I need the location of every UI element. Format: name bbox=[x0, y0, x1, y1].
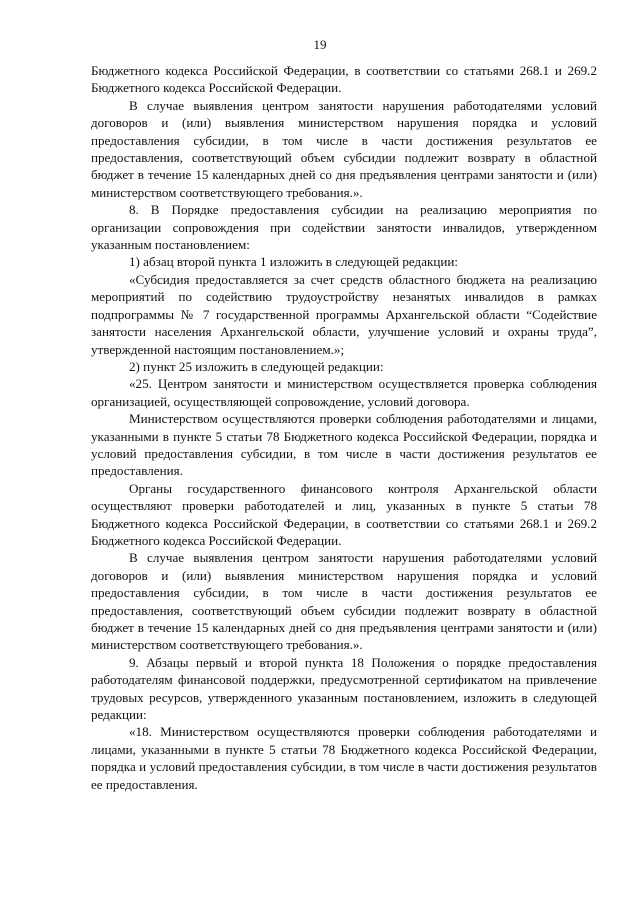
paragraph: В случае выявления центром занятости нарушения работодателями условий договоров и (или) выявления министерством нарушения порядка и условий предоставления субсидии, в том числе в части достижения результатов ее предоставления, соответствующий объем субсидии подлежит возврату в областной бюджет в течение 15 календарных дней со дня предъявления центрами занятости и (или) министерством соответствующего требования.». bbox=[91, 550, 597, 653]
paragraph: В случае выявления центром занятости нарушения работодателями условий договоров и (или) выявления министерством нарушения порядка и условий предоставления субсидии, в том числе в части достижения результатов ее предоставления, соответствующий объем субсидии подлежит возврату в областной бюджет в течение 15 календарных дней со дня предъявления центрами занятости и (или) министерством соответствующего требования.». bbox=[91, 97, 597, 200]
paragraph: Министерством осуществляются проверки соблюдения работодателями и лицами, указанными в пункте 5 статьи 78 Бюджетного кодекса Российской Федерации, порядка и условий предоставления субсидии, в том числе в части достижения результатов ее предоставления. bbox=[91, 411, 597, 479]
paragraph-subitem-1: 1) абзац второй пункта 1 изложить в следующей редакции: bbox=[129, 254, 459, 270]
paragraph-item-8: 8. В Порядке предоставления субсидии на реализацию мероприятия по организации сопровождения при содействии занятости инвалидов, утвержденном указанным постановлением: bbox=[91, 202, 597, 253]
document-body bbox=[91, 62, 597, 793]
paragraph: Органы государственного финансового контроля Архангельской области осуществляют проверки работодателей и лиц, указанных в пункте 5 статьи 78 Бюджетного кодекса Российской Федерации, в соответствии со статьями 268.1 и 269.2 Бюджетного кодекса Российской Федерации. bbox=[91, 480, 597, 548]
paragraph-quote: «25. Центром занятости и министерством осуществляется проверка соблюдения организацией, осуществляющей сопровождение, условий договора. bbox=[91, 376, 597, 409]
paragraph-quote: «18. Министерством осуществляются проверки соблюдения работодателями и лицами, указанными в пункте 5 статьи 78 Бюджетного кодекса Российской Федерации, порядка и условий предоставления субсидии, в том числе в части достижения результатов ее предоставления. bbox=[91, 724, 597, 792]
page-number: 19 bbox=[313, 37, 327, 52]
paragraph-item-9: 9. Абзацы первый и второй пункта 18 Положения о порядке предоставления работодателям финансовой поддержки, предусмотренной сертификатом на привлечение трудовых ресурсов, утвержденного указанным постановлением, изложить в следующей редакции: bbox=[91, 654, 597, 723]
paragraph-quote: «Субсидия предоставляется за счет средств областного бюджета на реализацию мероприятий по содействию трудоустройству незанятых инвалидов в рамках подпрограммы № 7 государственной программы Архангельской области “Содействие занятости населения Архангельской области, улучшение условий и охраны труда”, утвержденной настоящим постановлением.»; bbox=[91, 271, 597, 357]
paragraph-continuation: Бюджетного кодекса Российской Федерации, в соответствии со статьями 268.1 и 269.2 Бюджетного кодекса Российской Федерации. bbox=[91, 63, 597, 96]
paragraph-subitem-2: 2) пункт 25 изложить в следующей редакции: bbox=[129, 358, 384, 374]
